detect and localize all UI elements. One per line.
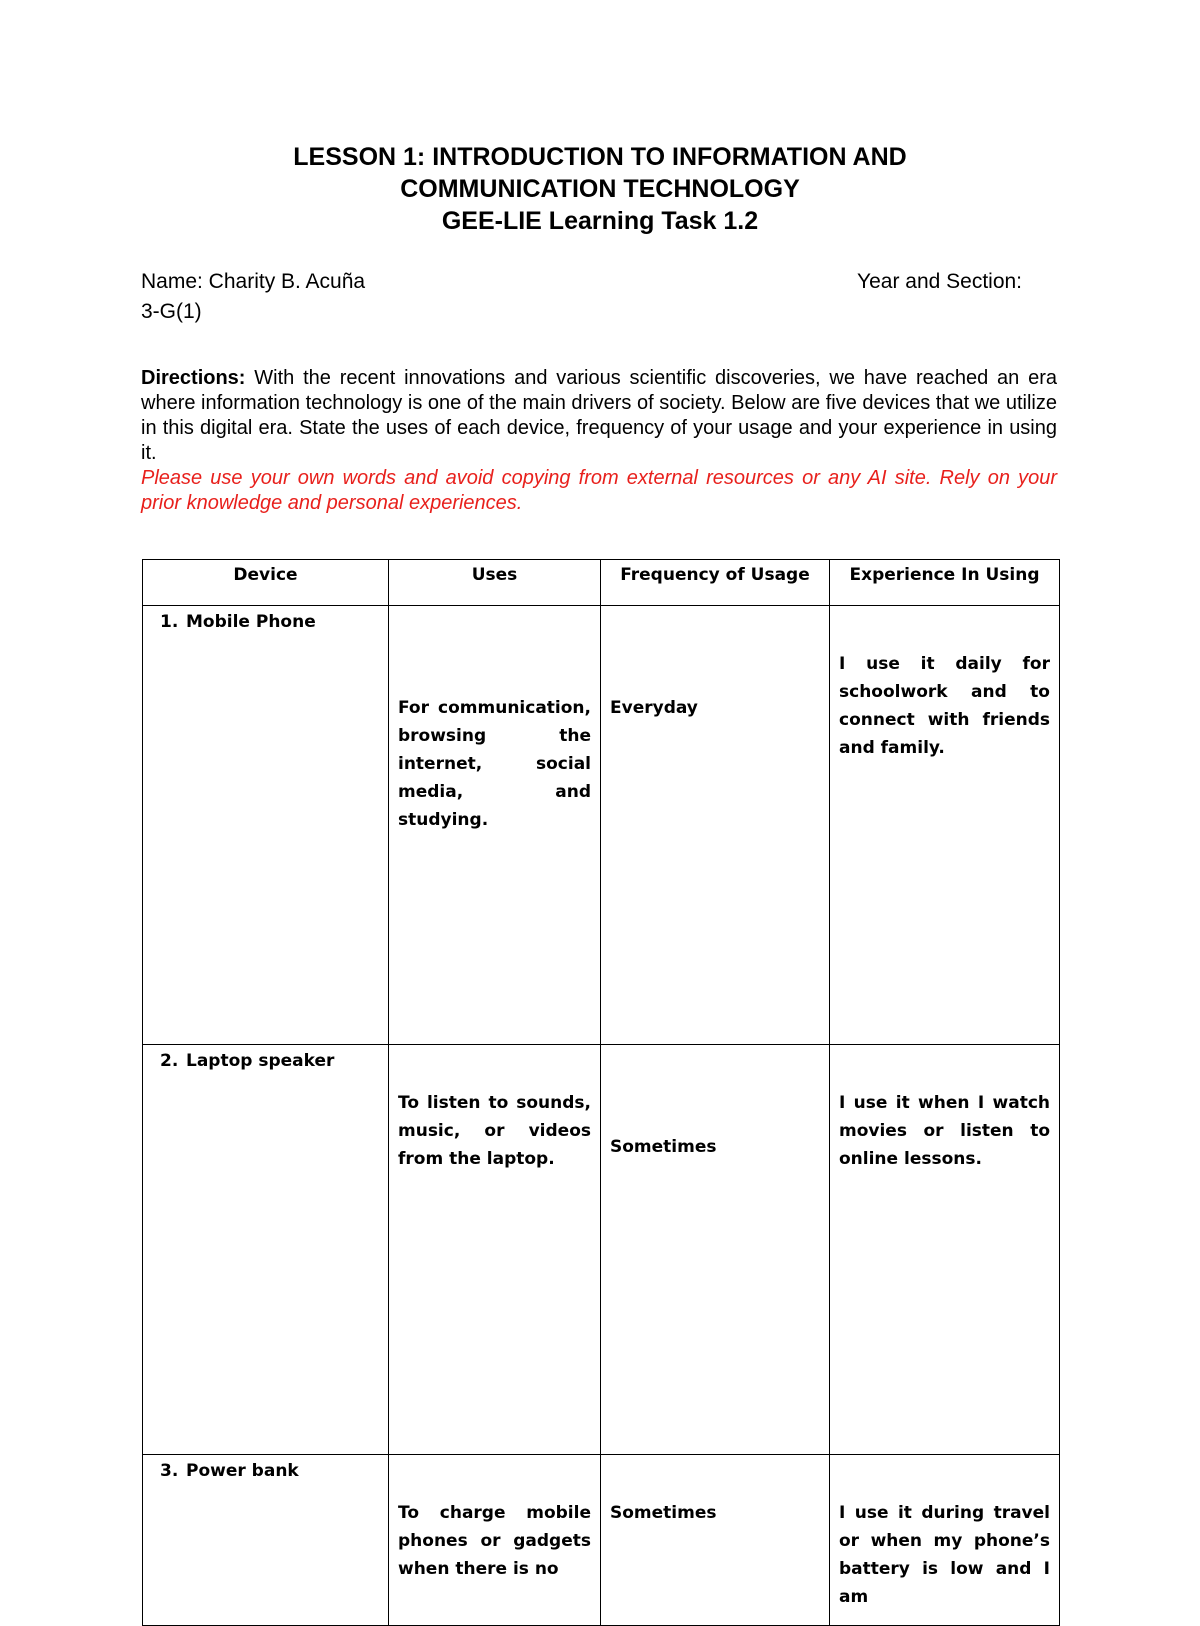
device-name: Laptop speaker (186, 1051, 335, 1071)
device-name: Mobile Phone (186, 612, 316, 632)
page-title-line-2: COMMUNICATION TECHNOLOGY (400, 175, 800, 203)
uses-text: To listen to sounds, music, or videos from the laptop. (398, 1093, 591, 1169)
device-cell (143, 1045, 389, 1455)
experience-cell (830, 1045, 1060, 1455)
table-header-row (143, 560, 1060, 606)
header-frequency: Frequency of Usage (601, 560, 830, 606)
device-name: Power bank (186, 1461, 299, 1481)
student-name: Name: Charity B. Acuña (141, 270, 366, 293)
year-section-label: Year and Section: (857, 270, 1023, 293)
table-row (143, 1455, 1060, 1626)
uses-text: For communication, browsing the internet, social media, and studying. (398, 698, 591, 830)
frequency-cell (601, 1455, 830, 1626)
row-number: 1. (160, 612, 179, 632)
experience-text: I use it daily for schoolwork and to connect with friends and family. (839, 654, 1050, 758)
table-row (143, 606, 1060, 1045)
experience-cell (830, 606, 1060, 1045)
header-uses: Uses (389, 560, 601, 606)
frequency-cell (601, 1045, 830, 1455)
page-title-line-1: LESSON 1: INTRODUCTION TO INFORMATION AND (293, 143, 907, 171)
directions-notice: Please use your own words and avoid copying from external resources or any AI site. Rely on your prior knowledge and personal experiences. (141, 467, 1057, 514)
experience-cell (830, 1455, 1060, 1626)
header-device: Device (143, 560, 389, 606)
frequency-text: Sometimes (610, 1503, 717, 1523)
directions-paragraph (141, 366, 1057, 466)
uses-cell (389, 1455, 601, 1626)
page-subtitle: GEE-LIE Learning Task 1.2 (441, 207, 759, 235)
frequency-cell (601, 606, 830, 1045)
table-row (143, 1045, 1060, 1455)
experience-text: I use it during travel or when my phone’s battery is low and I am (839, 1503, 1050, 1607)
row-number: 3. (160, 1461, 179, 1481)
directions-label: Directions: (141, 367, 246, 389)
uses-cell (389, 606, 601, 1045)
row-number: 2. (160, 1051, 179, 1071)
header-experience: Experience In Using (830, 560, 1060, 606)
devices-table (142, 559, 1060, 1626)
device-cell (143, 1455, 389, 1626)
student-info-line (141, 268, 1044, 296)
year-section-value: 3-G(1) (141, 300, 202, 323)
uses-cell (389, 1045, 601, 1455)
frequency-text: Everyday (610, 698, 698, 718)
frequency-text: Sometimes (610, 1137, 717, 1157)
uses-text: To charge mobile phones or gadgets when there is no (398, 1503, 591, 1579)
device-cell (143, 606, 389, 1045)
experience-text: I use it when I watch movies or listen to online lessons. (839, 1093, 1050, 1169)
directions-text: With the recent innovations and various scientific discoveries, we have reached an era where information technology is one of the main drivers of society. Below are five devices that we utilize in this digital era. State the uses of each device, frequency of your usage and your experience in using it. (141, 367, 1057, 464)
